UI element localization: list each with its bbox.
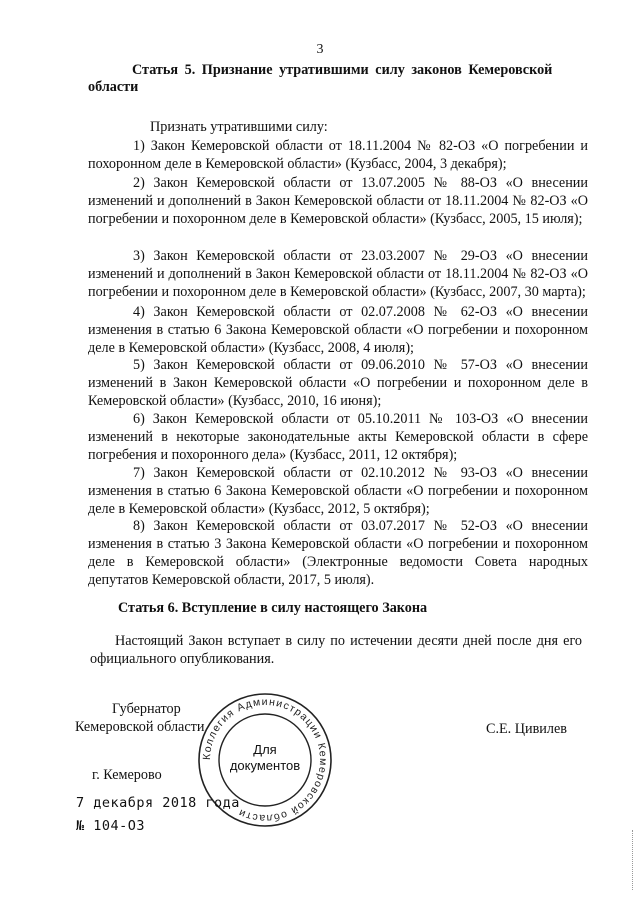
repealed-law-item-6: 6) Закон Кемеровской области от 05.10.2011 № 103-ОЗ «О внесении изменений в некоторые законодательные акты Кемеровской области в сфере погребения и похоронного дела» (Кузбасс, 2011, 12 октября); [88, 411, 588, 463]
article5-heading-line1: Статья 5. Признание утратившими силу законов Кемеровской [132, 62, 553, 78]
article6-heading: Статья 6. Вступление в силу настоящего Закона [118, 600, 428, 616]
footer-city: г. Кемерово [92, 767, 162, 783]
article5-heading-line2: области [88, 79, 139, 95]
signatory-name: С.Е. Цивилев [486, 721, 567, 737]
stamp-ring-text: Коллегия Администрации Кемеровской области [200, 695, 330, 825]
scan-edge-mark [632, 830, 636, 890]
page-number: 3 [316, 42, 324, 57]
repealed-law-item-5: 5) Закон Кемеровской области от 09.06.2010 № 57-ОЗ «О внесении изменений в Закон Кемеровской области «О погребении и похоронном деле в Кемеровской области» (Кузбасс, 2010, 16 июня); [88, 357, 588, 409]
repealed-law-item-7: 7) Закон Кемеровской области от 02.10.2012 № 93-ОЗ «О внесении изменения в статью 6 Закона Кемеровской области «О погребении и похоронном деле в Кемеровской области» (Кузбасс, 2012, 5 октября); [88, 465, 588, 517]
stamp-center-line1: Для [253, 742, 277, 757]
article5-intro: Признать утратившими силу: [150, 119, 328, 135]
repealed-law-item-2: 2) Закон Кемеровской области от 13.07.2005 № 88-ОЗ «О внесении изменений и дополнений в Закон Кемеровской области от 18.11.2004 № 82-ОЗ «О погребении и похоронном деле в Кемеровской области» (Кузбасс, 2005, 15 июля); [88, 175, 588, 227]
footer-date: 7 декабря 2018 года [76, 795, 240, 811]
footer-number: № 104-ОЗ [76, 818, 146, 834]
article6-text: Настоящий Закон вступает в силу по истечении десяти дней после дня его официального опубликования. [90, 633, 582, 667]
stamp-center-line2: документов [229, 758, 301, 773]
repealed-law-item-3: 3) Закон Кемеровской области от 23.03.2007 № 29-ОЗ «О внесении изменений и дополнений в Закон Кемеровской области от 18.11.2004 № 82-ОЗ «О погребении и похоронном деле в Кемеровской области» (Кузбасс, 2007, 30 марта); [88, 248, 588, 300]
signatory-title-line2: Кемеровской области [75, 719, 205, 735]
signatory-title-line1: Губернатор [112, 701, 181, 717]
repealed-law-item-8: 8) Закон Кемеровской области от 03.07.2017 № 52-ОЗ «О внесении изменения в статью 3 Закона Кемеровской области «О погребении и похоронном деле в Кемеровской области» (Электронные ведомости Совета народных депутатов Кемеровской области, 2017, 5 июля). [88, 518, 588, 588]
repealed-law-item-1: 1) Закон Кемеровской области от 18.11.2004 № 82-ОЗ «О погребении и похоронном деле в Кемеровской области» (Кузбасс, 2004, 3 декабря); [88, 138, 588, 172]
repealed-law-item-4: 4) Закон Кемеровской области от 02.07.2008 № 62-ОЗ «О внесении изменения в статью 6 Закона Кемеровской области «О погребении и похоронном деле в Кемеровской области» (Кузбасс, 2008, 4 июля); [88, 304, 588, 356]
